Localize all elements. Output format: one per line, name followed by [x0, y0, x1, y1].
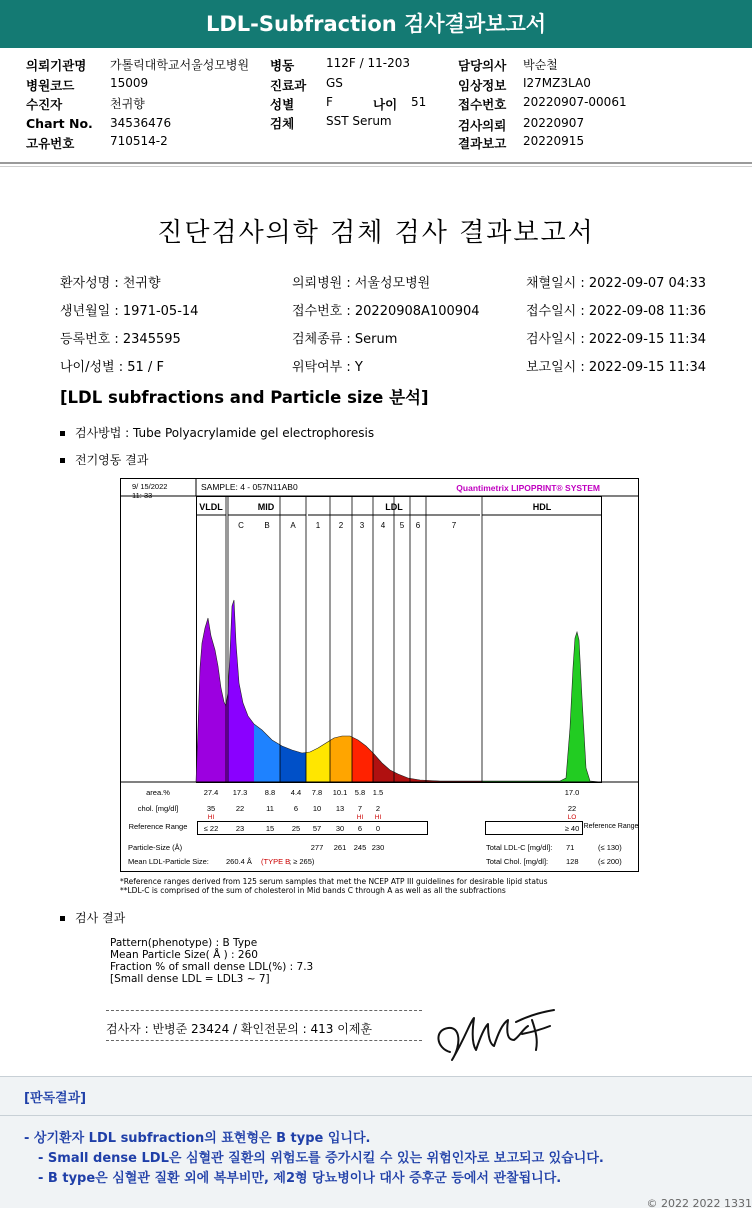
- band-label: 7: [451, 521, 457, 530]
- info-field: 접수번호 : 20220908A100904: [292, 304, 480, 319]
- hdr-label: 검사의뢰: [458, 118, 507, 133]
- info-field: 검사일시 : 2022-09-15 11:34: [526, 332, 707, 347]
- particle-size-label: Particle-Size (Å): [128, 843, 183, 852]
- particle-size-value: 230: [371, 843, 385, 852]
- ref-value: 30: [335, 824, 345, 833]
- band-label: 4: [380, 521, 386, 530]
- chart-sample: SAMPLE: 4 - 057N11AB0: [201, 482, 298, 492]
- chol-value: 35: [206, 804, 216, 813]
- hdr-value: 112F / 11-203: [326, 56, 410, 70]
- chart-time: 11: 33: [132, 491, 153, 500]
- hdr-label: 수진자: [26, 97, 63, 112]
- particle-size-value: 277: [310, 843, 324, 852]
- ref-label: Reference Range: [128, 822, 188, 831]
- chol-value: 7: [357, 804, 363, 813]
- ref-value: 23: [235, 824, 245, 833]
- hdr-label: 의뢰기관명: [26, 58, 87, 73]
- info-field: 검체종류 : Serum: [292, 332, 398, 347]
- chart-date: 9/ 15/2022: [132, 482, 168, 491]
- hdr-value: 박순철: [523, 58, 558, 72]
- lipoprint-chart: [120, 478, 639, 872]
- hdr-value: 20220907-00061: [523, 95, 627, 109]
- footnote-line: **LDL-C is comprised of the sum of cholesterol in Mid bands C through A as well as all the subfractions: [120, 886, 506, 895]
- footnote-line: *Reference ranges derived from 125 serum samples that met the NCEP ATP III guidelines for desirable lipid status: [120, 877, 548, 886]
- total-ldl-ref: (≤ 130): [598, 843, 622, 852]
- chol-value: 11: [266, 804, 274, 813]
- mean-ldl-value: 260.4 Å: [226, 857, 252, 866]
- hdr-value: 710514-2: [110, 134, 168, 148]
- result-line: Pattern(phenotype) : B Type: [110, 937, 258, 949]
- result-bullet: [60, 909, 125, 926]
- info-field: 보고일시 : 2022-09-15 11:34: [526, 360, 707, 375]
- result-line: [Small dense LDL = LDL3 ~ 7]: [110, 973, 270, 985]
- result-line: Mean Particle Size( Å ) : 260: [110, 949, 258, 961]
- info-field: 의뢰병원 : 서울성모병원: [292, 276, 431, 291]
- band-label: B: [264, 521, 270, 530]
- chol-value: 6: [293, 804, 299, 813]
- info-field: 환자성명 : 천귀향: [60, 276, 161, 291]
- bullet-icon: [60, 458, 65, 463]
- area-label: area.%: [146, 788, 170, 797]
- area-value: 10.1: [332, 788, 348, 797]
- ref-value: ≥ 40: [564, 824, 580, 833]
- particle-size-value: 261: [333, 843, 347, 852]
- hdr-value: F: [326, 95, 333, 109]
- area-value: 17.3: [232, 788, 248, 797]
- chol-value: 13: [335, 804, 345, 813]
- band-label: 6: [415, 521, 421, 530]
- method-bullet: [60, 424, 374, 441]
- chol-value: 2: [375, 804, 381, 813]
- hdr-value: 51: [411, 95, 427, 109]
- divider: [106, 1010, 422, 1011]
- group-label-vldl: VLDL: [199, 502, 223, 512]
- hdr-label: 검체: [270, 116, 295, 131]
- area-value: 27.4: [203, 788, 219, 797]
- group-label-ldl: LDL: [385, 502, 403, 512]
- ref-value: 6: [357, 824, 363, 833]
- total-chol-ref: (≤ 200): [598, 857, 622, 866]
- area-value: 4.4: [290, 788, 302, 797]
- hdr-label: 성별: [270, 97, 295, 112]
- hdr-label: Chart No.: [26, 116, 93, 131]
- hdr-value: 천귀향: [110, 97, 145, 111]
- group-label-mid: MID: [257, 502, 275, 512]
- hdr-label: 나이: [373, 97, 398, 112]
- interpretation-panel: [0, 1076, 752, 1208]
- area-value: 5.8: [354, 788, 366, 797]
- interpretation-heading: [판독결과]: [24, 1091, 87, 1106]
- hdr-value: 20220907: [523, 116, 585, 130]
- mean-ldl-ref: ; ≥ 265): [289, 857, 315, 866]
- flag-value: HI: [356, 814, 364, 821]
- ref-label-right: Reference Range: [583, 823, 639, 830]
- mean-ldl-label: Mean LDL-Particle Size:: [128, 857, 209, 866]
- hdr-value: 20220915: [523, 134, 585, 148]
- flag-value: LO: [567, 814, 577, 821]
- section-title: [LDL subfractions and Particle size 분석]: [60, 388, 429, 407]
- bullet-icon: [60, 431, 65, 436]
- flag-value: HI: [207, 814, 215, 821]
- info-field: 생년월일 : 1971-05-14: [60, 304, 199, 319]
- hdr-label: 접수번호: [458, 97, 507, 112]
- interpretation-line: - 상기환자 LDL subfraction의 표현형은 B type 입니다.: [24, 1131, 371, 1146]
- hdr-value: 15009: [110, 76, 149, 90]
- signatory: 검사자 : 반병준 23424 / 확인전문의 : 413 이제훈: [106, 1022, 373, 1036]
- info-field: 위탁여부 : Y: [292, 360, 363, 375]
- handwritten-signature: [432, 1000, 562, 1070]
- header-info: [0, 52, 752, 156]
- result-line: Fraction % of small dense LDL(%) : 7.3: [110, 961, 314, 973]
- divider: [0, 1115, 752, 1116]
- chart-system-title: Quantimetrix LIPOPRINT® SYSTEM: [456, 483, 600, 493]
- band-label: 3: [359, 521, 365, 530]
- chol-value: 22: [567, 804, 577, 813]
- area-value: 8.8: [264, 788, 276, 797]
- info-field: 나이/성별 : 51 / F: [60, 360, 164, 375]
- divider: [0, 162, 752, 164]
- divider: [106, 1040, 422, 1041]
- method-text: 검사방법 : Tube Polyacrylamide gel electrophoresis: [75, 426, 375, 440]
- area-value: 1.5: [372, 788, 384, 797]
- hdr-value: 가톨릭대학교서울성모병원: [110, 58, 250, 72]
- band-label: 5: [399, 521, 405, 530]
- interpretation-line: - B type은 심혈관 질환 외에 복부비만, 제2형 당뇨병이나 대사 증후군 등에서 관찰됩니다.: [38, 1171, 562, 1186]
- hdr-label: 병원코드: [26, 78, 75, 93]
- hdr-label: 임상정보: [458, 78, 507, 93]
- ref-value: 15: [265, 824, 275, 833]
- chart-footnotes: [120, 877, 548, 895]
- electro-bullet: [60, 451, 148, 468]
- report-title: 진단검사의학 검체 검사 결과보고서: [157, 218, 595, 248]
- band-label: 1: [315, 521, 321, 530]
- hdr-label: 병동: [270, 58, 295, 73]
- hdr-value: I27MZ3LA0: [523, 76, 591, 90]
- ref-value: ≤ 22: [203, 824, 219, 833]
- particle-size-value: 245: [353, 843, 367, 852]
- ref-value: 25: [291, 824, 301, 833]
- band-label: 2: [338, 521, 344, 530]
- result-heading: 검사 결과: [75, 911, 126, 925]
- total-ldl-value: 71: [566, 843, 575, 852]
- band-label: C: [238, 521, 244, 530]
- cutoff-text: © 2022 2022 1331: [646, 1197, 752, 1208]
- hdr-value: 34536476: [110, 116, 172, 130]
- chol-label: chol. [mg/dl]: [137, 804, 179, 813]
- electro-text: 전기영동 결과: [75, 453, 149, 467]
- band-label: A: [290, 521, 296, 530]
- result-summary: [110, 937, 313, 985]
- group-label-hdl: HDL: [532, 502, 552, 512]
- hdr-value: SST Serum: [326, 114, 392, 128]
- area-value: 7.8: [311, 788, 323, 797]
- total-chol-label: Total Chol. [mg/dl]:: [486, 857, 549, 866]
- hdr-label: 담당의사: [458, 58, 507, 73]
- info-field: 등록번호 : 2345595: [60, 332, 181, 347]
- hdr-label: 진료과: [270, 78, 307, 93]
- interpretation-line: - Small dense LDL은 심혈관 질환의 위험도를 증가시킬 수 있는 위험인자로 보고되고 있습니다.: [38, 1151, 604, 1166]
- ref-value: 57: [312, 824, 322, 833]
- flag-value: HI: [374, 814, 382, 821]
- report-banner: LDL-Subfraction 검사결과보고서: [0, 0, 752, 48]
- info-field: 접수일시 : 2022-09-08 11:36: [526, 304, 707, 319]
- chol-value: 10: [312, 804, 322, 813]
- divider: [0, 166, 752, 167]
- mean-ldl-type: (TYPE B: [261, 857, 291, 866]
- info-field: 채혈일시 : 2022-09-07 04:33: [526, 276, 707, 291]
- hdr-value: GS: [326, 76, 343, 90]
- bullet-icon: [60, 916, 65, 921]
- hdr-label: 고유번호: [26, 136, 75, 151]
- area-value: 17.0: [564, 788, 580, 797]
- ref-value: 0: [375, 824, 381, 833]
- chol-value: 22: [235, 804, 245, 813]
- hdr-label: 결과보고: [458, 136, 507, 151]
- total-chol-value: 128: [566, 857, 579, 866]
- total-ldl-label: Total LDL-C [mg/dl]:: [486, 843, 553, 852]
